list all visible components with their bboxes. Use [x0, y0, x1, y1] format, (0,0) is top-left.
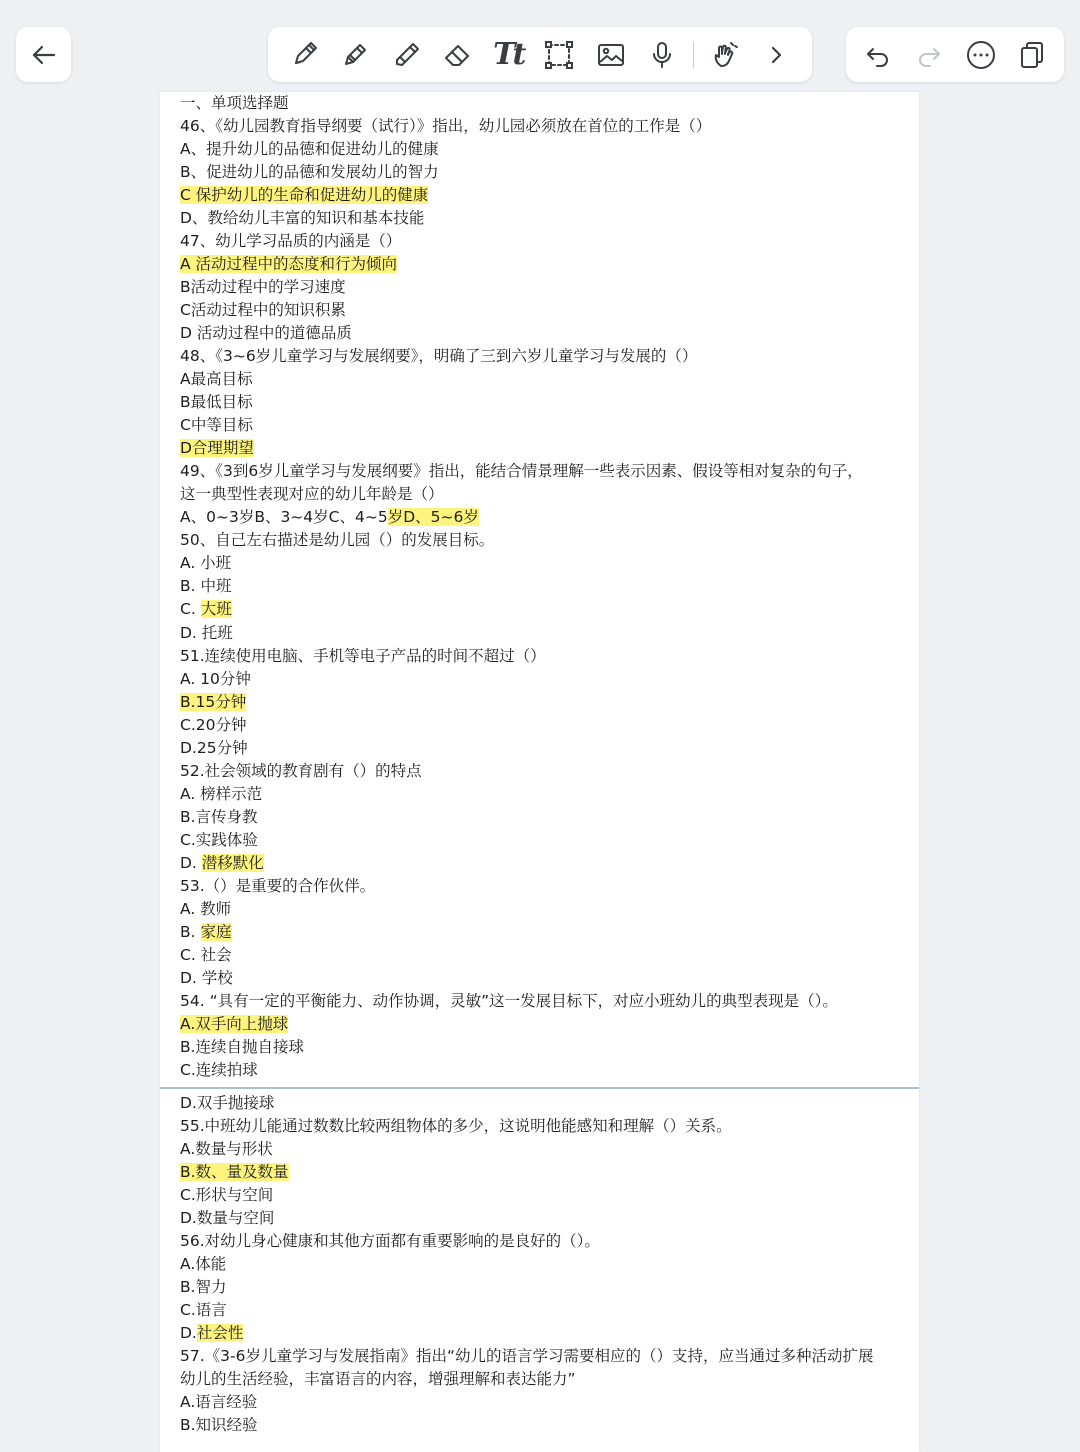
- document-line: [180, 299, 899, 322]
- document-line: [180, 460, 899, 483]
- highlighted-answer: A 活动过程中的态度和行为倾向: [180, 255, 398, 274]
- text-tool-icon: Tt: [493, 36, 524, 72]
- insert-image-button[interactable]: [591, 35, 631, 75]
- document-page[interactable]: [160, 92, 919, 1452]
- document-line: [180, 1368, 899, 1391]
- document-line: [180, 1013, 899, 1036]
- document-line: [180, 92, 899, 115]
- document-line: [180, 1184, 899, 1207]
- document-line: [180, 483, 899, 506]
- chevron-right-icon: [760, 39, 792, 71]
- highlighter-tool-button[interactable]: [386, 35, 426, 75]
- line-text: D.: [180, 853, 202, 872]
- document-line: [180, 990, 899, 1013]
- lasso-select-icon: [543, 39, 575, 71]
- document-line: [180, 345, 899, 368]
- undo-button[interactable]: [858, 35, 898, 75]
- highlighter-icon: [390, 39, 422, 71]
- document-line: [180, 1276, 899, 1299]
- line-text: 幼儿的生活经验，丰富语言的内容，增强理解和表达能力”: [180, 1370, 576, 1389]
- document-line: [180, 322, 899, 345]
- line-text: C. 社会: [180, 945, 232, 964]
- document-line: [180, 1230, 899, 1253]
- line-text: 50、自己左右描述是幼儿园（）的发展目标。: [180, 531, 495, 550]
- line-text: 47、幼儿学习品质的内涵是（）: [180, 232, 402, 251]
- highlighted-answer: B.数、量及数量: [180, 1162, 289, 1181]
- redo-icon: [913, 39, 945, 71]
- document-line: [180, 598, 899, 621]
- document-line: [180, 138, 899, 161]
- document-line: [180, 253, 899, 276]
- line-text: C活动过程中的知识积累: [180, 301, 346, 320]
- line-text: C.实践体验: [180, 830, 258, 849]
- document-line: [180, 668, 899, 691]
- line-text: D.数量与空间: [180, 1209, 275, 1227]
- line-text: B活动过程中的学习速度: [180, 278, 346, 297]
- document-line: [180, 760, 899, 783]
- line-text: C.20分钟: [180, 715, 247, 734]
- line-text: B.知识经验: [180, 1416, 258, 1435]
- document-line: [180, 944, 899, 967]
- highlighted-answer: 家庭: [200, 922, 232, 941]
- document-line: [180, 115, 899, 138]
- eraser-tool-button[interactable]: [437, 35, 477, 75]
- document-line: [180, 506, 899, 529]
- undo-icon: [862, 39, 894, 71]
- line-text: C.: [180, 600, 201, 619]
- line-text: B.: [180, 922, 201, 941]
- pen-icon: [288, 39, 320, 71]
- document-line: [180, 829, 899, 852]
- pen-tool-button[interactable]: [284, 35, 324, 75]
- line-text: 46、《幼儿园教育指导纲要（试行）》指出，幼儿园必须放在首位的工作是（）: [180, 117, 712, 135]
- pages-icon: [1016, 39, 1048, 71]
- line-text: A.语言经验: [180, 1393, 258, 1412]
- more-tools-button[interactable]: [756, 35, 796, 75]
- line-text: A、0~3岁B、3~4岁C、4~5: [180, 508, 388, 527]
- line-text: 52.社会领域的教育剧有（）的特点: [180, 761, 422, 780]
- document-line: [180, 1299, 899, 1322]
- document-line: [180, 1345, 899, 1368]
- pages-button[interactable]: [1012, 35, 1052, 75]
- document-line: [180, 437, 899, 460]
- line-text: 55.中班幼儿能通过数数比较两组物体的多少，这说明他能感知和理解（）关系。: [180, 1116, 732, 1135]
- document-line: [180, 875, 899, 898]
- actions-toolbar: [846, 27, 1064, 82]
- tools-toolbar: [268, 27, 812, 82]
- document-line: [180, 622, 899, 645]
- document-line: [180, 184, 899, 207]
- line-text: 49、《3到6岁儿童学习与发展纲要》指出，能结合情景理解一些表示因素、假设等相对复杂的句子，: [180, 462, 863, 481]
- line-text: B.连续自抛自接球: [180, 1037, 305, 1056]
- line-text: B. 中班: [180, 577, 232, 596]
- microphone-icon: [646, 39, 678, 71]
- back-button-box: [16, 27, 71, 82]
- line-text: A.体能: [180, 1255, 227, 1273]
- line-text: 48、《3~6岁儿童学习与发展纲要》，明确了三到六岁儿童学习与发展的（）: [180, 347, 698, 366]
- document-line: [180, 161, 899, 184]
- document-line: [180, 552, 899, 575]
- line-text: A. 10分钟: [180, 669, 251, 688]
- line-text: B.言传身教: [180, 807, 258, 826]
- line-text: C.连续拍球: [180, 1060, 258, 1079]
- document-line: [180, 1414, 899, 1437]
- document-line: [180, 230, 899, 253]
- highlighted-answer: 社会性: [196, 1324, 244, 1343]
- line-text: D.双手抛接球: [180, 1093, 275, 1112]
- more-icon: [965, 39, 997, 71]
- document-line: [180, 1059, 899, 1082]
- line-text: B.智力: [180, 1278, 227, 1296]
- image-icon: [595, 39, 627, 71]
- back-arrow-icon: [28, 39, 60, 71]
- line-text: A.数量与形状: [180, 1139, 273, 1158]
- lasso-select-button[interactable]: [539, 35, 579, 75]
- line-text: D、教给幼儿丰富的知识和基本技能: [180, 209, 425, 228]
- pencil-icon: [339, 39, 371, 71]
- document-line: [180, 737, 899, 760]
- line-text: A、提升幼儿的品德和促进幼儿的健康: [180, 140, 439, 158]
- line-text: D.25分钟: [180, 738, 248, 757]
- line-text: 53.（）是重要的合作伙伴。: [180, 876, 376, 895]
- document-line: [180, 368, 899, 391]
- document-line: [180, 276, 899, 299]
- highlighted-answer: 岁D、5~6岁: [387, 508, 479, 527]
- back-button[interactable]: [24, 35, 64, 75]
- page-break-divider: [160, 1087, 919, 1089]
- line-text: A. 小班: [180, 554, 232, 573]
- document-line: [180, 1036, 899, 1059]
- document-line: [180, 921, 899, 944]
- pencil-tool-button[interactable]: [335, 35, 375, 75]
- line-text: D. 托班: [180, 623, 233, 642]
- document-line: [180, 898, 899, 921]
- document-line: [180, 1161, 899, 1184]
- document-line: [180, 391, 899, 414]
- document-line: [180, 691, 899, 714]
- redo-button[interactable]: [909, 35, 949, 75]
- document-line: [180, 207, 899, 230]
- document-line: [180, 1322, 899, 1345]
- line-text: A. 教师: [180, 899, 232, 918]
- line-text: C中等目标: [180, 416, 253, 435]
- document-line: [180, 806, 899, 829]
- document-line: [180, 783, 899, 806]
- document-line: [180, 1391, 899, 1414]
- document-line: [180, 852, 899, 875]
- document-line: [180, 575, 899, 598]
- line-text: B最低目标: [180, 393, 253, 412]
- line-text: 这一典型性表现对应的幼儿年龄是（）: [180, 485, 444, 504]
- document-line: [180, 714, 899, 737]
- document-line: [180, 1253, 899, 1276]
- more-options-button[interactable]: [961, 35, 1001, 75]
- line-text: B、促进幼儿的品德和发展幼儿的智力: [180, 163, 439, 182]
- line-text: D. 学校: [180, 968, 233, 987]
- document-line: [180, 414, 899, 437]
- line-text: 57.《3-6岁儿童学习与发展指南》指出“幼儿的语言学习需要相应的（）支持，应当通过多种活动扩展: [180, 1347, 874, 1366]
- highlighted-answer: 大班: [200, 600, 232, 619]
- highlighted-answer: C 保护幼儿的生命和促进幼儿的健康: [180, 186, 429, 205]
- line-text: 51.连续使用电脑、手机等电子产品的时间不超过（）: [180, 646, 546, 665]
- hand-gesture-icon: [709, 39, 741, 71]
- line-text: D.: [180, 1324, 197, 1343]
- toolbar-divider: [693, 42, 694, 68]
- line-text: A最高目标: [180, 370, 253, 389]
- document-line: [180, 1115, 899, 1138]
- line-text: C.语言: [180, 1301, 227, 1319]
- eraser-icon: [441, 39, 473, 71]
- text-tool-button[interactable]: [488, 35, 528, 75]
- highlighted-answer: B.15分钟: [180, 692, 247, 711]
- record-audio-button[interactable]: [642, 35, 682, 75]
- line-text: 一、单项选择题: [180, 94, 289, 112]
- document-line: [180, 529, 899, 552]
- document-line: [180, 1138, 899, 1161]
- document-line: [180, 967, 899, 990]
- document-line: [180, 645, 899, 668]
- line-text: C.形状与空间: [180, 1185, 274, 1204]
- line-text: 54. “具有一定的平衡能力、动作协调，灵敏”这一发展目标下，对应小班幼儿的典型表现是（）。: [180, 991, 838, 1010]
- hand-gesture-button[interactable]: [705, 35, 745, 75]
- highlighted-answer: A.双手向上抛球: [180, 1014, 289, 1033]
- line-text: D 活动过程中的道德品质: [180, 324, 352, 343]
- highlighted-answer: 潜移默化: [201, 853, 264, 872]
- line-text: A. 榜样示范: [180, 784, 263, 803]
- document-line: [180, 1207, 899, 1230]
- line-text: 56.对幼儿身心健康和其他方面都有重要影响的是良好的（）。: [180, 1232, 600, 1250]
- highlighted-answer: D合理期望: [180, 439, 254, 458]
- document-line: [180, 1092, 899, 1115]
